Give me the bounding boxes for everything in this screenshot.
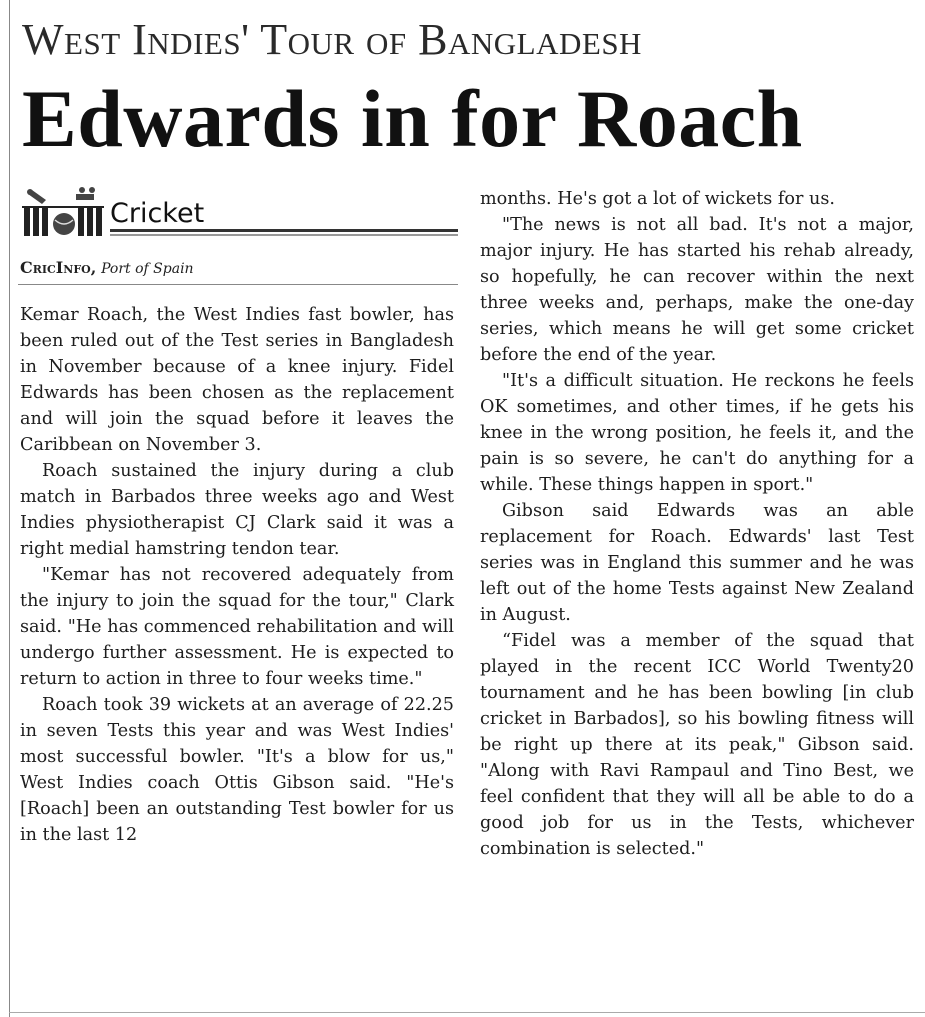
byline-location: Port of Spain [101,261,194,277]
kicker-headline: West Indies' Tour of Bangladesh [22,15,642,64]
main-headline: Edwards in for Roach [22,73,803,164]
article-column-left [20,302,454,848]
byline-agency: CricInfo, [20,258,97,277]
byline [20,258,194,277]
paragraph: Roach took 39 wickets at an average of 22.25 in seven Tests this year and was West Indies' most successful bowler. "It's a blow for us," West Indies coach Ottis Gibson said. "He's [Roach] been an outstanding Test bowler for us in the last 12 [20,695,454,845]
cricket-icon [18,186,106,238]
column-divider [9,0,10,1017]
section-header [18,186,458,238]
paragraph: "It's a difficult situation. He reckons he feels OK sometimes, and other times, if he gets his knee in the wrong position, he feels it, and the pain is so severe, he can't do anything for a while. These things happen in sport." [480,371,914,495]
page-bottom-rule [9,1012,925,1013]
paragraph: "Kemar has not recovered adequately from the injury to join the squad for the tour," Clark said. "He has commenced rehabilitation and will undergo further assessment. He is expected to return to action in three to four weeks time." [20,565,454,689]
paragraph: Roach sustained the injury during a club match in Barbados three weeks ago and West Indies physiotherapist CJ Clark said it was a right medial hamstring tendon tear. [20,461,454,559]
paragraph: "The news is not all bad. It's not a major, major injury. He has started his rehab already, so hopefully, he can recover within the next three weeks and, perhaps, make the one-day series, which means he will get some cricket before the end of the year. [480,215,914,365]
paragraph: months. He's got a lot of wickets for us. [480,189,835,209]
paragraph: Gibson said Edwards was an able replacement for Roach. Edwards' last Test series was in England this summer and he was left out of the home Tests against New Zealand in August. [480,501,914,625]
paragraph: Kemar Roach, the West Indies fast bowler, has been ruled out of the Test series in Bangladesh in November because of a knee injury. Fidel Edwards has been chosen as the replacement and will join the squad before it leaves the Caribbean on November 3. [20,305,454,455]
section-rule [110,229,458,232]
byline-rule [18,284,458,285]
section-label: Cricket [110,198,205,229]
article-column-right [480,186,914,862]
paragraph: “Fidel was a member of the squad that played in the recent ICC World Twenty20 tournament and he has been bowling [in club cricket in Barbados], so his bowling fitness will be right up there at its peak," Gibson said. "Along with Ravi Rampaul and Tino Best, we feel confident that they will all be able to do a good job for us in the Tests, whichever combination is selected." [480,631,914,859]
section-rule-light [110,234,458,236]
